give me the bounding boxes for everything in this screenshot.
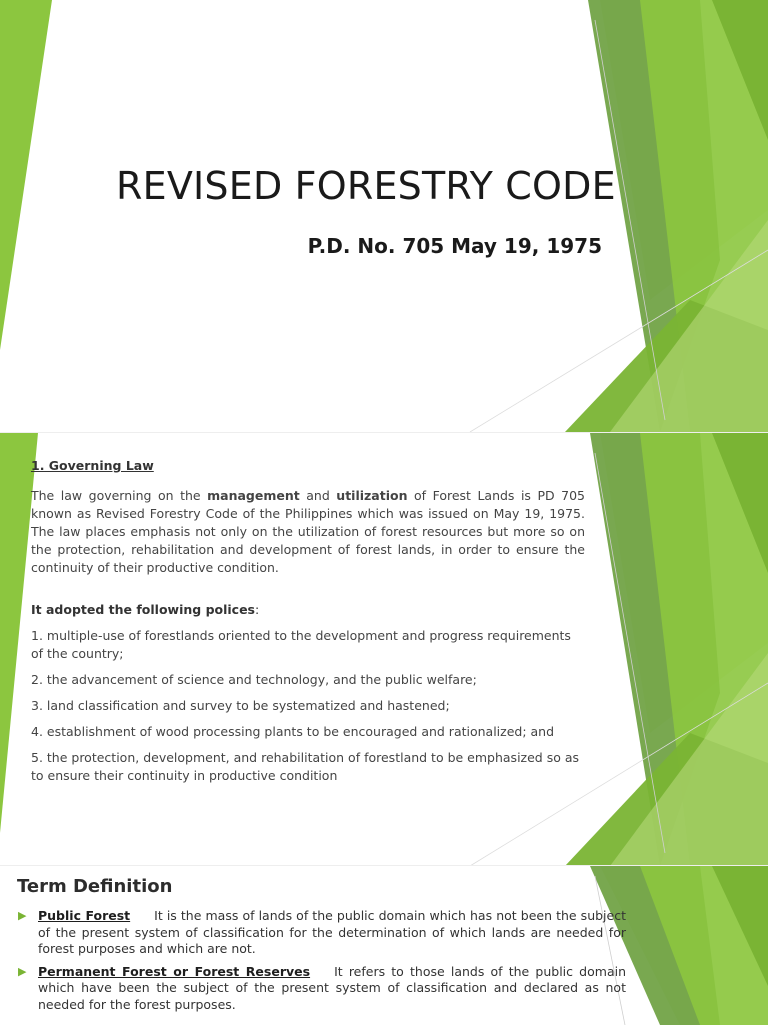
slide-title: REVISED FORESTRY CODE xyxy=(116,164,616,208)
para-bold-utilization: utilization xyxy=(336,488,408,503)
policy-item: 5. the protection, development, and rehabilitation of forestland to be emphasized so as to ensure their continuity in productive condition xyxy=(31,750,580,783)
policies-heading-colon: : xyxy=(255,602,260,617)
para-text: The law governing on the xyxy=(31,488,208,503)
policy-item: 3. land classification and survey to be systematized and hastened; xyxy=(31,698,450,713)
policies-heading-label: It adopted the following polices xyxy=(31,602,255,617)
para-bold-management: management xyxy=(207,488,300,503)
policy-item: 2. the advancement of science and technology, and the public welfare; xyxy=(31,672,477,687)
bullet-arrow-icon: ▶ xyxy=(18,909,27,922)
term-definition: It refers to those lands of the public domain which have been the subject of the present system of classification and declared as not needed for the forest purposes. xyxy=(38,963,626,1012)
slide-body xyxy=(31,457,585,793)
policies-heading xyxy=(31,601,585,619)
list-item xyxy=(18,964,626,1014)
term-definition-slide xyxy=(0,865,768,1025)
para-text: of Forest Lands is PD 705 known as Revised Forestry Code of the Philippines which was issued on May 19, 1975. The law places emphasis not only on the utilization of forest resources but more so on the protection, rehabilitation and development of forest lands, in order to ensure the continuity of their productive condition. xyxy=(31,488,586,575)
list-item xyxy=(18,908,626,958)
bullet-arrow-icon: ▶ xyxy=(18,964,27,978)
governing-law-paragraph xyxy=(31,487,585,577)
green-decoration xyxy=(0,0,768,432)
policy-item: 4. establishment of wood processing plants to be encouraged and rationalized; and xyxy=(31,724,555,739)
term-name: Permanent Forest or Forest Reserves xyxy=(38,963,311,979)
governing-law-slide xyxy=(0,432,768,866)
term-name: Public Forest xyxy=(38,908,131,923)
section-heading: Term Definition xyxy=(17,876,173,897)
para-text: and xyxy=(299,488,337,503)
section-heading: 1. Governing Law xyxy=(31,458,154,473)
policy-item: 1. multiple-use of forestlands oriented to the development and progress requirements of the country; xyxy=(31,628,571,661)
slide-subtitle: P.D. No. 705 May 19, 1975 xyxy=(307,234,602,258)
term-definition: It is the mass of lands of the public domain which has not been the subject of the present system of classification for the determination of which lands are needed for forest purposes and which are not. xyxy=(38,908,626,956)
term-list xyxy=(18,908,626,1019)
title-slide xyxy=(0,0,768,432)
